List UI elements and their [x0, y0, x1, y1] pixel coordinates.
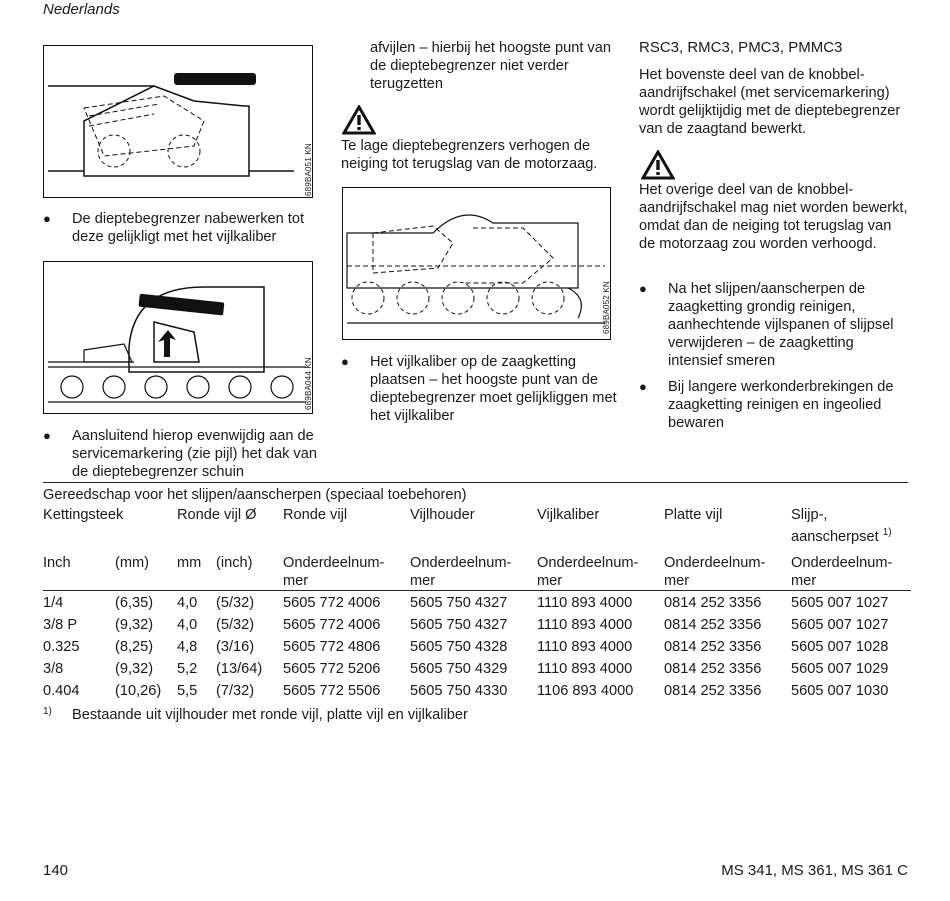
- table-cell: 5605 772 5506: [283, 683, 381, 700]
- footnote-text: Bestaande uit vijlhouder met ronde vijl, platte vijl en vijlkaliber: [72, 707, 468, 723]
- bullet-dot: ●: [341, 354, 349, 369]
- bullet-place-gauge: [341, 353, 621, 425]
- header-text: mer: [791, 572, 817, 589]
- header-cell: Platte vijl: [664, 507, 723, 523]
- header-text: mer: [664, 572, 690, 589]
- tools-table: [43, 506, 911, 704]
- bullet-text: Het vijlkaliber op de zaagketting plaatsen – het hoogste punt van de dieptebegrenzer moet gelijkliggen met het vijlkaliber: [370, 354, 617, 424]
- table-cell: 5605 750 4327: [410, 617, 508, 634]
- table-title: Gereedschap voor het slijpen/aanscherpen (speciaal toebehoren): [43, 487, 467, 503]
- header-text: Onderdeelnum-: [283, 554, 385, 571]
- figure-code-3: 689BA052 KN: [602, 281, 611, 334]
- table-cell: (7/32): [216, 683, 255, 700]
- table-cell: 5605 772 4006: [283, 617, 381, 634]
- table-row: [43, 660, 911, 682]
- table-cell: 5605 750 4330: [410, 683, 508, 700]
- header-text: mer: [537, 572, 563, 589]
- header-cell: [791, 546, 911, 591]
- footnote: [43, 706, 643, 724]
- header-text: mer: [410, 572, 436, 589]
- table-body: [43, 594, 911, 704]
- figure-service-marking-drawing: [44, 262, 311, 412]
- bullet-text: Bij langere werkonderbrekingen de zaagketting reinigen en ingeolied bewaren: [668, 379, 894, 431]
- footnote-ref: 1): [882, 527, 892, 538]
- table-cell: 0814 252 3356: [664, 661, 762, 678]
- table-cell: (8,25): [115, 639, 154, 656]
- table-cell: (5/32): [216, 595, 255, 612]
- table-row: [43, 594, 911, 616]
- header-cell: [791, 506, 911, 546]
- header-cell: Vijlkaliber: [537, 507, 600, 523]
- bullet-text: De dieptebegrenzer nabewerken tot deze gelijkligt met het vijlkaliber: [72, 211, 305, 245]
- table-cell: (3/16): [216, 639, 255, 656]
- table-cell: (9,32): [115, 661, 154, 678]
- table-cell: 1110 893 4000: [537, 617, 633, 634]
- table-cell: 5605 772 5206: [283, 661, 381, 678]
- table-cell: 0814 252 3356: [664, 595, 762, 612]
- table-cell: 1110 893 4000: [537, 639, 633, 656]
- table-cell: 1110 893 4000: [537, 595, 633, 612]
- table-cell: 5605 007 1027: [791, 595, 889, 612]
- header-cell: [283, 546, 410, 591]
- table-cell: 3/8: [43, 661, 64, 678]
- table-cell: 0814 252 3356: [664, 639, 762, 656]
- table-cell: 0.404: [43, 683, 80, 700]
- figure-code-1: 689BA051 KN: [304, 143, 313, 196]
- table-cell: 5605 007 1029: [791, 661, 889, 678]
- table-cell: 5,2: [177, 661, 198, 678]
- table-row: [43, 638, 911, 660]
- table-row: [43, 682, 911, 704]
- warning-knobbel: Het overige deel van de knobbel-aandrijfschakel mag niet worden bewerkt, omdat dan de neiging tot terugslag van de motorzaag zou worden verhoogd.: [639, 182, 908, 252]
- bullet-text: Na het slijpen/aanscherpen de zaagketting grondig reinigen, aanhechtende vijlspanen of slijpsel verwijderen – de zaagketting intensief smeren: [668, 281, 894, 369]
- language-label: Nederlands: [43, 1, 120, 18]
- figure-file-gauge-on-chain: [342, 187, 611, 340]
- figure-service-marking: [43, 261, 313, 414]
- table-cell: 1110 893 4000: [537, 661, 633, 678]
- header-cell: Kettingsteek: [43, 507, 124, 523]
- table-cell: 5605 007 1028: [791, 639, 889, 656]
- table-cell: 0814 252 3356: [664, 617, 762, 634]
- header-cell: mm: [177, 554, 202, 571]
- header-cell: Ronde vijl Ø: [177, 507, 257, 523]
- header-cell: Vijlhouder: [410, 507, 475, 523]
- header-text: mer: [283, 572, 309, 589]
- header-cell: (mm): [115, 554, 150, 571]
- bullet-rework-depth-gauge: [43, 210, 318, 246]
- table-cell: 4,0: [177, 595, 198, 612]
- figure-depth-gauge-file: [43, 45, 313, 198]
- header-text: Onderdeelnum-: [410, 554, 512, 571]
- table-cell: (6,35): [115, 595, 154, 612]
- warning-icon: [641, 150, 675, 180]
- table-cell: 5605 750 4327: [410, 595, 508, 612]
- model-list: MS 341, MS 361, MS 361 C: [721, 862, 908, 879]
- bullet-text: Aansluitend hierop evenwijdig aan de servicemarkering (zie pijl) het dak van de dieptebegrenzer schuin: [72, 428, 317, 480]
- header-cell: Inch: [43, 554, 71, 571]
- table-top-rule: [43, 482, 908, 483]
- header-text: Slijp-,: [791, 507, 828, 523]
- figure-file-gauge-drawing: [343, 188, 609, 338]
- bullet-dot: ●: [43, 211, 51, 226]
- table-cell: (13/64): [216, 661, 263, 678]
- table-cell: 4,8: [177, 639, 198, 656]
- header-text: Onderdeelnum-: [791, 554, 893, 571]
- table-cell: 5605 772 4806: [283, 639, 381, 656]
- warning-low-depth-gauge: Te lage dieptebegrenzers verhogen de neiging tot terugslag van de motorzaag.: [341, 138, 598, 172]
- table-row: [43, 616, 911, 638]
- header-cell: (inch): [216, 554, 253, 571]
- bullet-dot: ●: [639, 281, 647, 296]
- table-cell: (5/32): [216, 617, 255, 634]
- table-cell: 5,5: [177, 683, 198, 700]
- table-cell: (10,26): [115, 683, 162, 700]
- bullet-store-chain: [639, 378, 911, 432]
- warning-icon: [342, 105, 376, 135]
- figure-depth-gauge-file-drawing: [44, 46, 311, 196]
- table-cell: 1106 893 4000: [537, 683, 634, 700]
- table-cell: 5605 750 4329: [410, 661, 508, 678]
- bullet-clean-chain: [639, 280, 911, 370]
- table-cell: 0814 252 3356: [664, 683, 762, 700]
- header-text: Onderdeelnum-: [537, 554, 639, 571]
- table-header-row-1: [43, 506, 911, 546]
- page-number: 140: [43, 862, 69, 879]
- table-cell: 5605 007 1027: [791, 617, 889, 634]
- table-cell: 5605 772 4006: [283, 595, 381, 612]
- bullet-dot: ●: [639, 379, 647, 394]
- table-cell: 4,0: [177, 617, 198, 634]
- table-cell: (9,32): [115, 617, 154, 634]
- header-text: Onderdeelnum-: [664, 554, 766, 571]
- table-cell: 5605 750 4328: [410, 639, 508, 656]
- paragraph-file-off: afvijlen – hierbij het hoogste punt van de dieptebegrenzer niet verder terugzetten: [370, 40, 611, 92]
- header-cell: Ronde vijl: [283, 507, 348, 523]
- header-cell: [410, 546, 537, 591]
- bullet-parallel-file: [43, 427, 318, 481]
- header-text: aanscherpset: [791, 528, 879, 545]
- paragraph-knobbel: Het bovenste deel van de knobbel-aandrijfschakel (met servicemarkering) wordt gelijktijdig met de dieptebegrenzer van de zaagtand bewerkt.: [639, 67, 901, 137]
- figure-code-2: 689BA044 KN: [304, 357, 313, 410]
- table-cell: 3/8 P: [43, 617, 78, 634]
- section-heading: RSC3, RMC3, PMC3, PMMC3: [639, 39, 843, 56]
- table-cell: 5605 007 1030: [791, 683, 889, 700]
- table-cell: 1/4: [43, 595, 64, 612]
- header-cell: [664, 546, 791, 591]
- table-header-row-2: [43, 546, 911, 591]
- table-cell: 0.325: [43, 639, 80, 656]
- header-cell: [537, 546, 664, 591]
- bullet-dot: ●: [43, 428, 51, 443]
- footnote-mark: 1): [43, 706, 52, 717]
